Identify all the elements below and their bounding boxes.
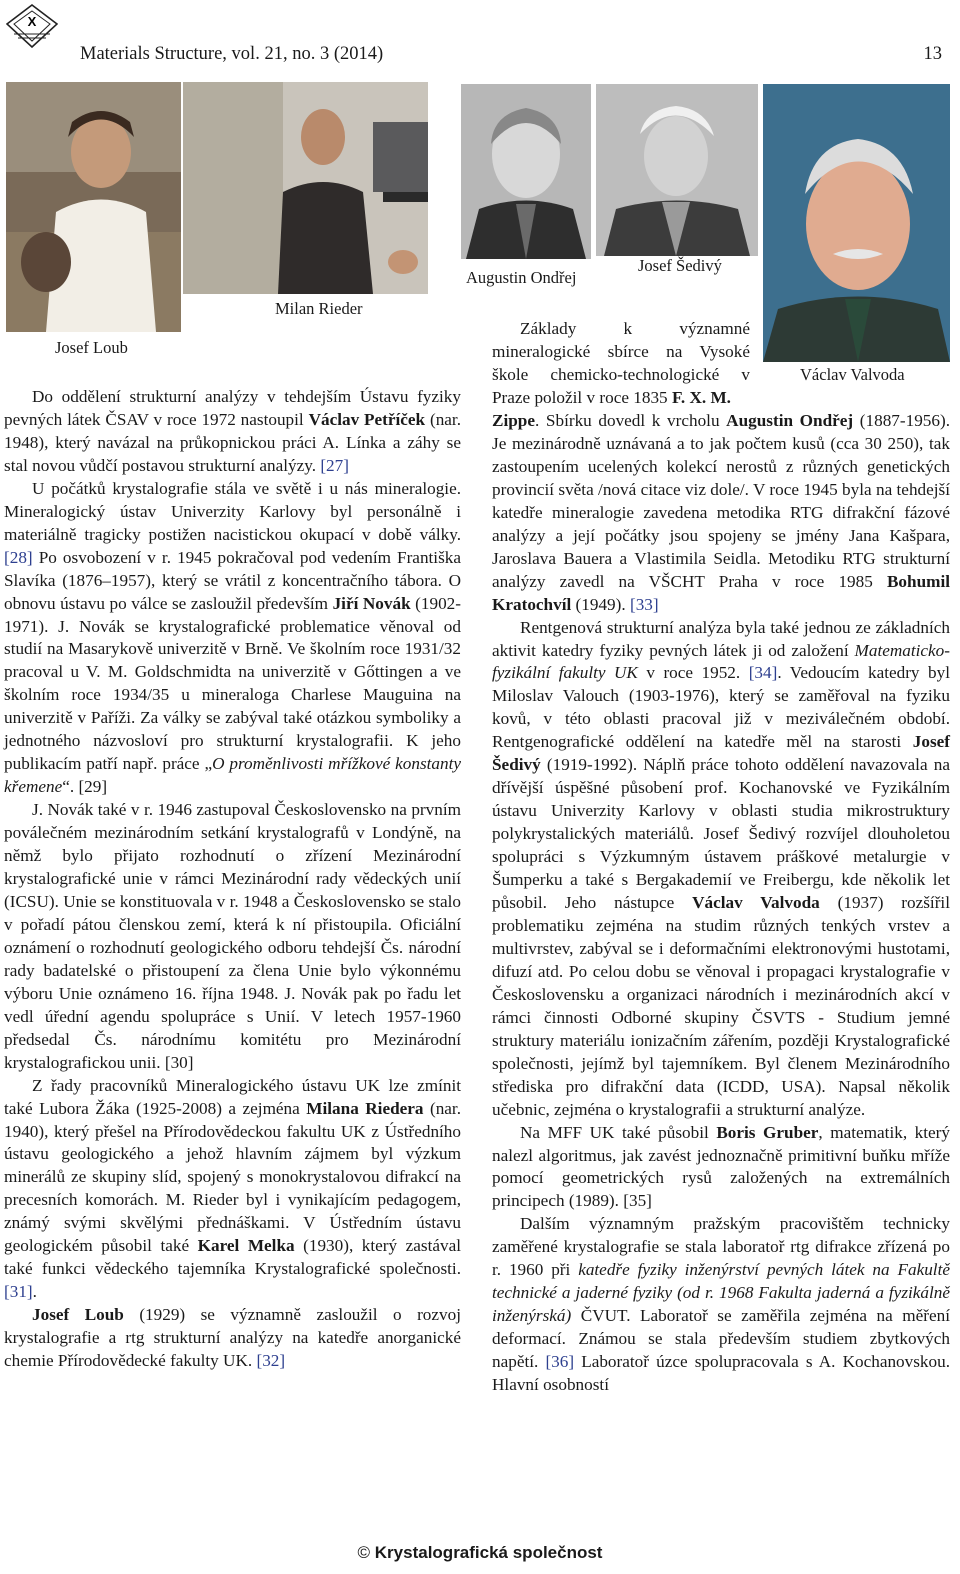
portrait-photo-icon — [596, 84, 758, 256]
paragraph: Zippe. Sbírku dovedl k vrcholu Augustin Ondřej (1887-1956). Je mezinárodně uznávaná a to jak počtem kusů (cca 30 250), tak zastoupením ucelených kolekcí nerostů z různých genetických provincií světa /nová citace viz dole/. V roce 1945 byla na tehdejší katedře mineralogie zavedena metodika RTG difrakční fázové analýzy a její počátky jsou spojeny se jmény Jana Kašpara, Jaroslava Bauera a Vlastimila Seidla. Metodiku RTG strukturní analýzy zavedl na VŠCHT Praha v roce 1985 Bohumil Kratochvíl (1949). [33] — [492, 411, 951, 614]
paragraph: Z řady pracovníků Mineralogického ústavu UK lze zmínit také Lubora Žáka (1925-2008) a zejména Milana Riedera (nar. 1940), který přešel na Přírodovědeckou fakultu UK z Ústředního ústavu geologického a jehož hlavním zájmem byl výzkum minerálů ze skupiny slíd, spojený s monokrystalovou difrakcí na precesních komorách. M. Rieder byl i vynikajícím pedagogem, známý svými skvělými přednáškami. V Ústředním ústavu geologickém působil také Karel Melka (1930), který zastával také funkci vědeckého tajemníka Krystalografické společnosti. [31]. — [4, 1075, 461, 1302]
right-column-intro — [492, 318, 750, 410]
caption-augustin-ondrej: Augustin Ondřej — [466, 268, 577, 287]
paragraph: Rentgenová strukturní analýza byla také jednou ze základních aktivit katedry fyziky pevných látek ji od založení Matematicko-fyzikální fakulty UK v roce 1952. [34]. Vedoucím katedry byl Miloslav Valouch (1903-1976), který se zaměřoval na fyziku kovů, v této oblasti pracoval již v meziválečném období. Rentgenografické oddělení na katedře měl na starosti Josef Šedivý (1919-1992). Náplň práce tohoto oddělení navazovala na dřívější úspěšné působení prof. Kochanovské ve Fyzikálním ústavu Univerzity Karlovy v oblasti studia mikrostruktury polykrystalických materiálů. Josef Šedivý rozvíjel dlouholetou spolupráci s Výzkumným ústavem práškové metalurgie v Šumperku a také s Bergakademií ve Freibergu, kde několik let působil. Jeho nástupce Václav Valvoda (1937) rozšířil problematiku zejména na studim různých tenkých vrstev a multivrstev, zabýval se i deformačními elektronovými hustotami, difuzí atd. Po celou dobu se věnoval i propagaci krystalografie v Československu a organizaci národních i mezinárodních akcí v rámci činnosti Odborné skupiny ČSVTS - Studium jemné struktury materiálu ionizačním zářením, později Krystalografické společnosti, jejímž byl tajemníkem. Byl členem Mezinárodního střediska pro difrakční data (ICDD, USA). Napsal několik učebnic, zejména o krystalografii a strukturní analýze. — [492, 617, 950, 1119]
left-column — [4, 386, 461, 1373]
paragraph: Na MFF UK také působil Boris Gruber, matematik, který nalezl algoritmus, jak zavést jednoznačně primitivní buňku mříže pomocí geometrických rysů založených na extremálních principech (1989). [35] — [492, 1122, 950, 1211]
paragraph: J. Novák také v r. 1946 zastupoval Československo na prvním poválečném mezinárodním setkání krystalografů v Londýně, na němž bylo přijato rozhodnutí o zřízení Mezinárodní krystalografické unie v rámci Mezinárodní rady vědeckých unií (ICSU). Unie se konstituovala v r. 1948 a Československo se stalo v pořadí pátou členskou zemí, která k ní přistoupila. Oficiální oznámení o rozhodnutí geologického odboru tehdejší Čs. národní rady badatelské o přistoupení za člena Unie bylo výkonnému výboru Unie oznámeno 16. října 1948. J. Novák pak po řadu let vedl úřední agendu spolupráce s Unií. V letech 1957-1960 předsedal Čs. národnímu komitétu pro Mezinárodní krystalografickou unii. [30] — [4, 800, 461, 1072]
right-column — [492, 410, 950, 1397]
copyright-symbol: © — [357, 1543, 371, 1562]
photo-augustin-ondrej — [461, 84, 591, 259]
portrait-photo-icon — [763, 84, 950, 362]
person-photo-icon — [6, 82, 181, 332]
caption-vaclav-valvoda: Václav Valvoda — [800, 365, 905, 384]
portrait-photo-icon — [461, 84, 591, 259]
caption-josef-loub: Josef Loub — [55, 338, 128, 357]
photo-josef-loub — [6, 82, 181, 332]
paragraph: Do oddělení strukturní analýzy v tehdejším Ústavu fyziky pevných látek ČSAV v roce 1972 nastoupil Václav Petříček (nar. 1948), který navázal na průkopnickou práci A. Línka a záhy se stal novou vůdčí postavou strukturní analýzy. [27] — [4, 387, 461, 475]
paragraph: Základy k významné mineralogické sbírce na Vysoké škole chemicko-technologické v Praze položil v roce 1835 F. X. M. — [492, 319, 750, 407]
journal-logo-icon — [6, 4, 58, 48]
photo-josef-sedivy — [596, 84, 758, 256]
paragraph: U počátků krystalografie stála ve světě i u nás mineralogie. Mineralogický ústav Univerzity Karlovy byl personálně i materiálně tragicky postižen nacistickou okupací v době války. [28] Po osvobození v r. 1945 pokračoval pod vedením Františka Slavíka (1876–1957), který se vrátil z koncentračního tábora. O obnovu ústavu po válce se zasloužil především Jiří Novák (1902-1971). J. Novák se krystalografické problematice věnoval od studií na Masarykově univerzitě v Brně. Ve školním roce 1931/32 pracoval u V. M. Goldschmidta na univerzitě v Gőttingen a ve školním roce 1934/35 u mineraloga Charlese Mauguina na univerzitě v Paříži. Za války se zabýval také otázkou symboliky a jednotného názvosloví pro strukturní krystalografii. K jeho publikacím patří např. práce „O proměnlivosti mřížkové konstanty křemene“. [29] — [4, 478, 461, 797]
journal-title: Materials Structure, vol. 21, no. 3 (2014) — [80, 44, 384, 64]
logo-letter: X — [27, 14, 37, 29]
page-number: 13 — [923, 44, 942, 64]
footer — [0, 1543, 960, 1563]
caption-milan-rieder: Milan Rieder — [275, 299, 363, 318]
caption-josef-sedivy: Josef Šedivý — [638, 256, 722, 275]
footer-society: Krystalografická společnost — [374, 1543, 603, 1562]
photo-vaclav-valvoda — [763, 84, 950, 362]
paragraph: Dalším významným pražským pracovištěm technicky zaměřené krystalografie se stala laboratoř rtg difrakce zřízená po r. 1960 při katedře fyziky inženýrství pevných látek na Fakultě technické a jaderné fyziky (od r. 1968 Fakulta jaderná a fyzikálně inženýrská) ČVUT. Laboratoř se zaměřila zejména na měření deformací. Známou se stala především studiem zbytkových napětí. [36] Laboratoř úzce spolupracovala s A. Kochanovskou. Hlavní osobností — [492, 1214, 951, 1395]
photo-milan-rieder — [183, 82, 428, 294]
paragraph: Josef Loub (1929) se významně zasloužil o rozvoj krystalografie a rtg strukturní analýzy na katedře anorganické chemie Přírodovědecké fakulty UK. [32] — [4, 1305, 461, 1371]
lecturer-photo-icon — [183, 82, 428, 294]
